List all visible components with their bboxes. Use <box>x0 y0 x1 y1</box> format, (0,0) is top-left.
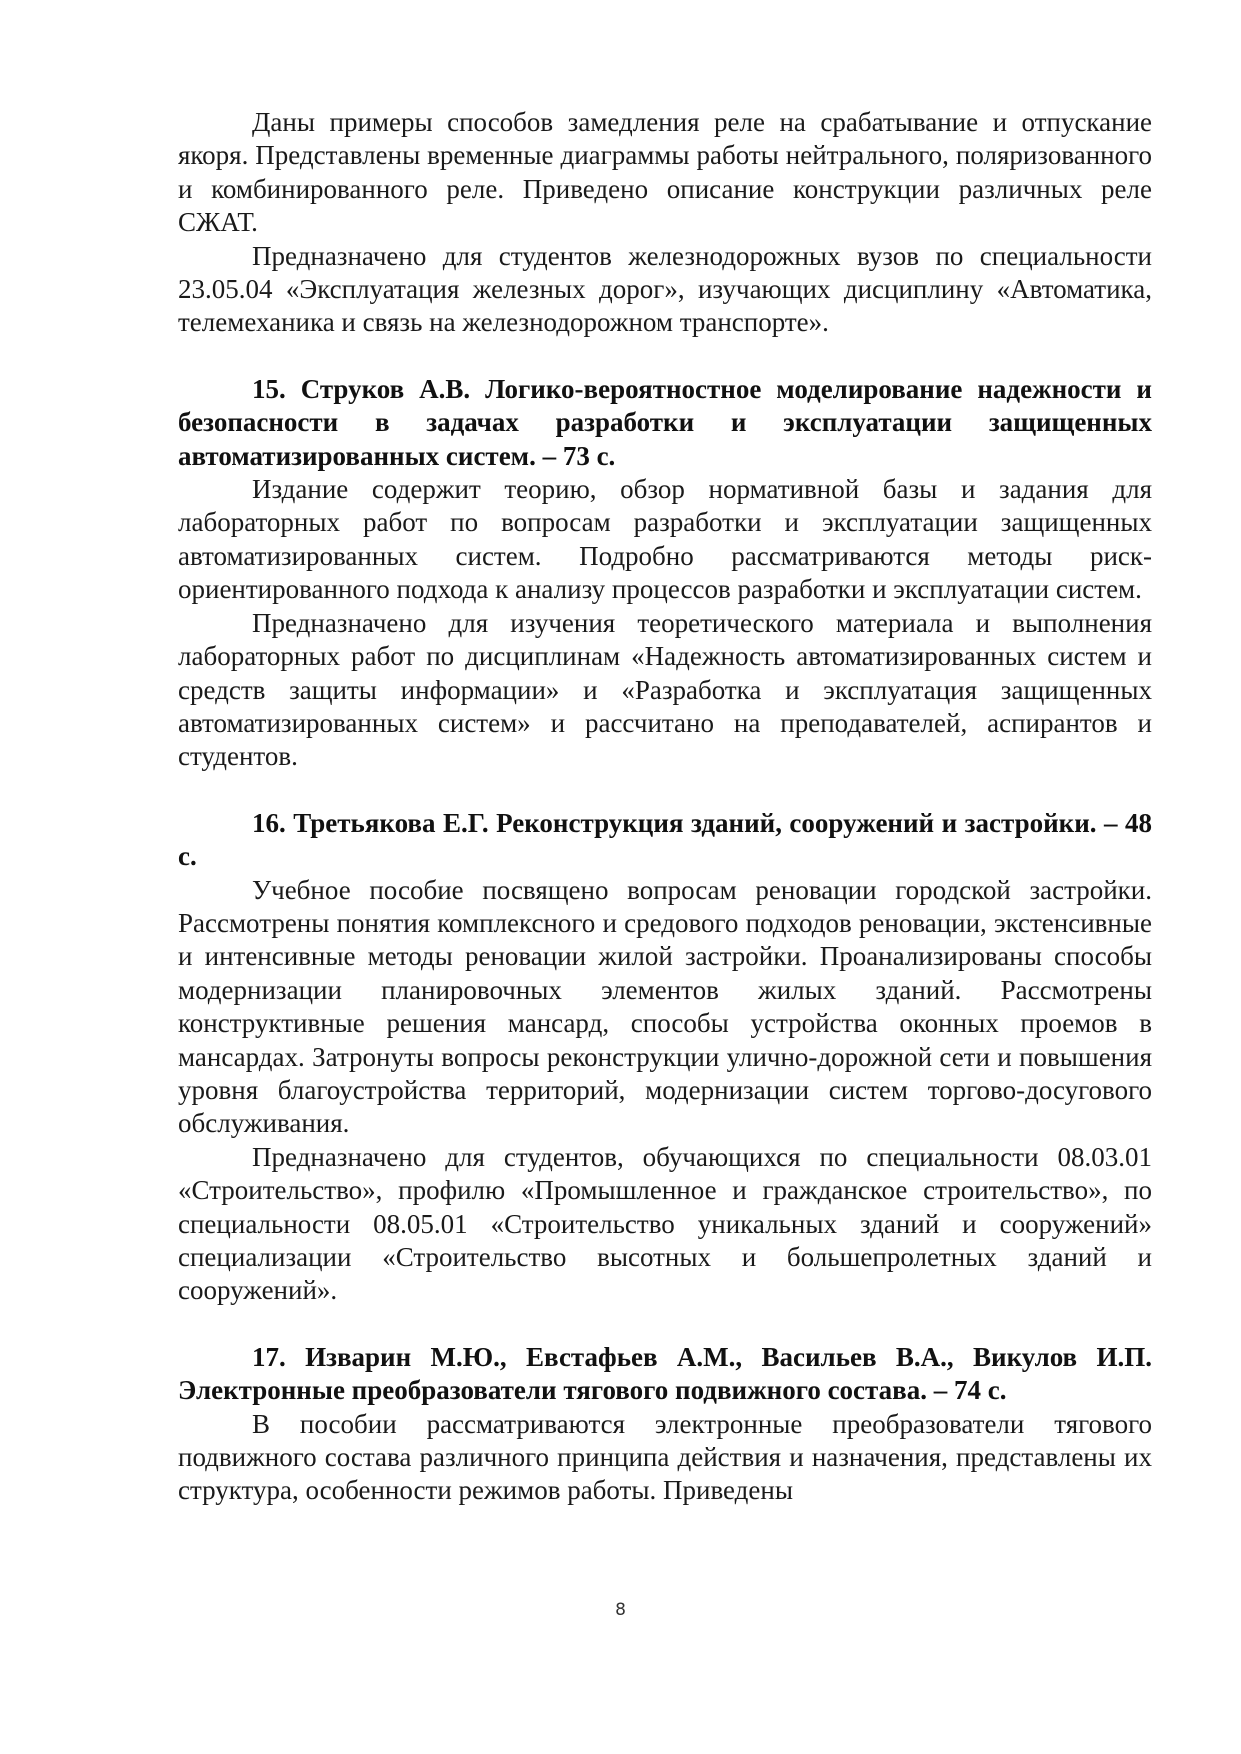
page-number: 8 <box>615 1600 626 1620</box>
entry-16-paragraph-2: Предназначено для студентов, обучающихся по специальности 08.03.01 «Строительство», профилю «Промышленное и гражданское строительство», по специальности 08.05.01 «Строительство уникальных зданий и сооружений» специализации «Строительство высотных и большепролетных зданий и сооружений». <box>178 1141 1152 1306</box>
entry-17-paragraph-1: В пособии рассматриваются электронные преобразователи тягового подвижного состава различного принципа действия и назначения, представлены их структура, особенности режимов работы. Приведены <box>178 1408 1152 1506</box>
entry-16-title: 16. Третьякова Е.Г. Реконструкция зданий, сооружений и застройки. – 48 с. <box>178 807 1152 872</box>
entry-17-title: 17. Изварин М.Ю., Евстафьев А.М., Васильев В.А., Викулов И.П. Электронные преобразователи тягового подвижного состава. – 74 с. <box>178 1341 1152 1406</box>
entry-15-paragraph-1: Издание содержит теорию, обзор нормативной базы и задания для лабораторных работ по вопросам разработки и эксплуатации защищенных автоматизированных систем. Подробно рассматриваются методы риск-ориентированного подхода к анализу процессов разработки и эксплуатации систем. <box>178 474 1152 605</box>
entry-16-paragraph-1: Учебное пособие посвящено вопросам реновации городской застройки. Рассмотрены понятия комплексного и средового подходов реновации, экстенсивные и интенсивные методы реновации жилой застройки. Проанализированы способы модернизации планировочных элементов жилых зданий. Рассмотрены конструктивные решения мансард, способы устройства оконных проемов в мансардах. Затронуты вопросы реконструкции улично-дорожной сети и повышения уровня благоустройства территорий, модернизации систем торгово-досугового обслуживания. <box>178 874 1152 1139</box>
intro-paragraph-1: Даны примеры способов замедления реле на срабатывание и отпускание якоря. Представлены временные диаграммы работы нейтрального, поляризованного и комбинированного реле. Приведено описание конструкции различных реле СЖАТ. <box>178 107 1152 238</box>
intro-paragraph-2: Предназначено для студентов железнодорожных вузов по специальности 23.05.04 «Эксплуатация железных дорог», изучающих дисциплину «Автоматика, телемеханика и связь на железнодорожном транспорте». <box>178 240 1152 338</box>
document-page <box>178 106 1152 1508</box>
entry-15-paragraph-2: Предназначено для изучения теоретического материала и выполнения лабораторных работ по дисциплинам «Надежность автоматизированных систем и средств защиты информации» и «Разработка и эксплуатация защищенных автоматизированных систем» и рассчитано на преподавателей, аспирантов и студентов. <box>178 607 1152 772</box>
entry-15-title: 15. Струков А.В. Логико-вероятностное моделирование надежности и безопасности в задачах разработки и эксплуатации защищенных автоматизированных систем. – 73 с. <box>178 373 1152 471</box>
